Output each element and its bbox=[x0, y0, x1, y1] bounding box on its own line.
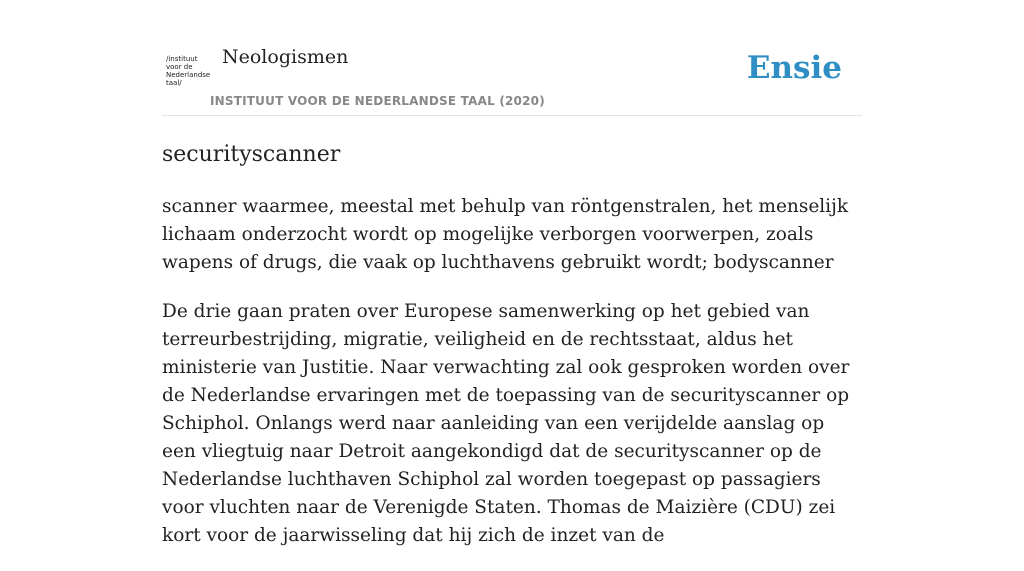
institute-logo[interactable] bbox=[166, 55, 210, 87]
logo-line: Nederlandse bbox=[166, 71, 211, 79]
entry-example: De drie gaan praten over Europese samenwerking op het gebied van terreurbestrijding, migratie, veiligheid en de rechtsstaat, aldus het ministerie van Justitie. Naar verwachting zal ook gesproken worden over de Nederlandse ervaringen met de toepassing van de securityscanner op Schiphol. Onlangs werd naar aanleiding van een verijdelde aanslag op een vliegtuig naar Detroit aangekondigd dat de securityscanner op de Nederlandse luchthaven Schiphol zal worden toegepast op passagiers voor vluchten naar de Verenigde Staten. Thomas de Maizière (CDU) zei kort voor de jaarwisseling dat hij zich de inzet van de bbox=[162, 301, 850, 546]
source-title-link[interactable]: Neologismen bbox=[222, 46, 349, 68]
entry-term: securityscanner bbox=[162, 142, 341, 167]
source-header bbox=[162, 0, 862, 116]
source-publisher: INSTITUUT VOOR DE NEDERLANDSE TAAL (2020) bbox=[210, 94, 545, 108]
entry-definition: scanner waarmee, meestal met behulp van röntgenstralen, het menselijk lichaam onderzocht wordt op mogelijke verborgen voorwerpen, zoals wapens of drugs, die vaak op luchthavens gebruikt wordt; bodyscanner bbox=[162, 196, 849, 273]
logo-line: taal/ bbox=[166, 79, 182, 87]
logo-line: voor de bbox=[166, 63, 193, 71]
entry-content bbox=[162, 140, 862, 571]
ensie-logo[interactable]: Ensie bbox=[746, 50, 842, 86]
logo-line: /instituut bbox=[166, 55, 198, 63]
